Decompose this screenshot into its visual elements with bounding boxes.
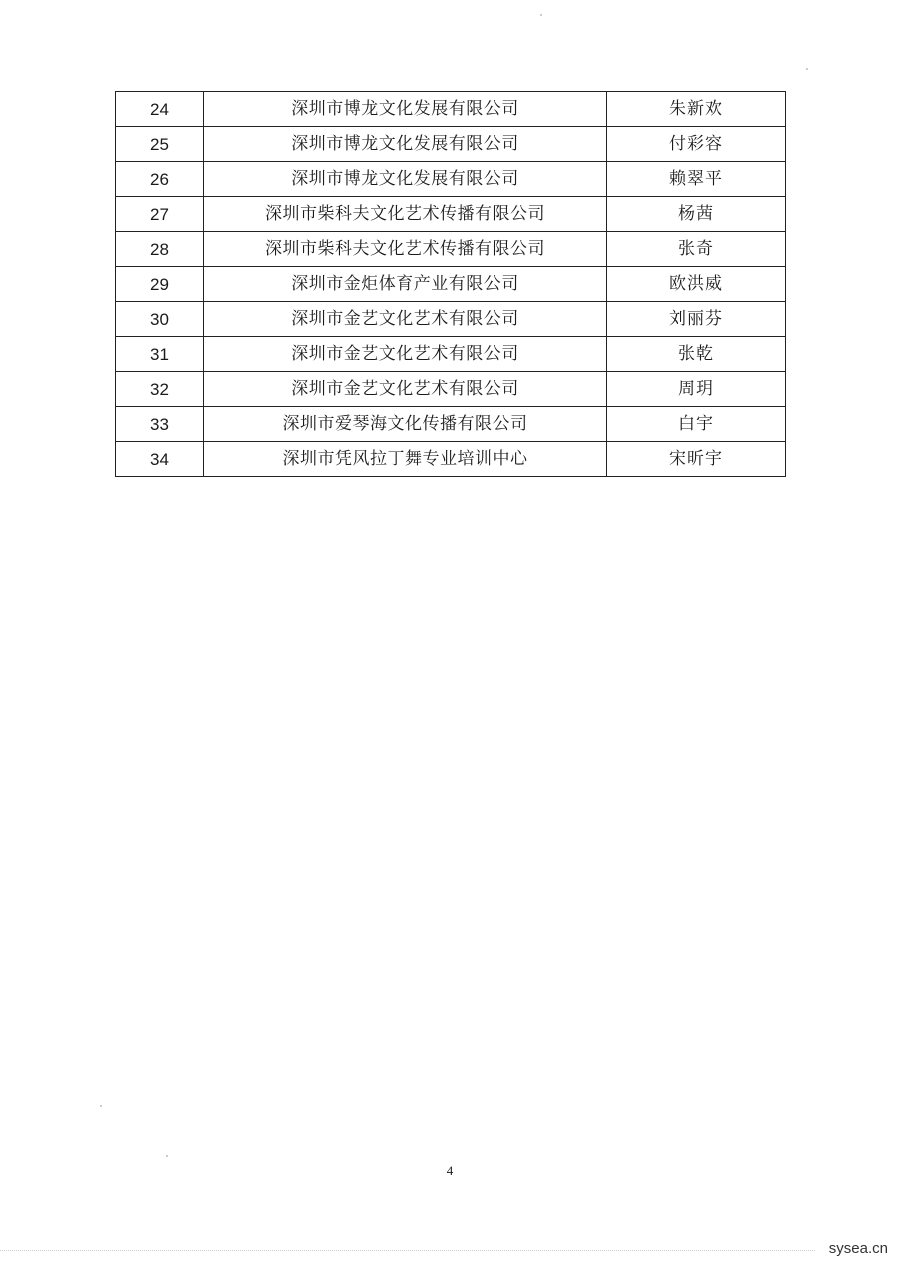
table-row (116, 372, 786, 407)
row-number-cell: 28 (116, 232, 204, 267)
table-row (116, 337, 786, 372)
table-row (116, 197, 786, 232)
person-name-cell: 周玥 (607, 372, 786, 407)
company-cell: 深圳市柴科夫文化艺术传播有限公司 (204, 197, 607, 232)
scan-speck (166, 1155, 168, 1157)
person-name-cell: 刘丽芬 (607, 302, 786, 337)
person-name-cell: 赖翠平 (607, 162, 786, 197)
row-number-cell: 29 (116, 267, 204, 302)
company-cell: 深圳市金炬体育产业有限公司 (204, 267, 607, 302)
roster-table-body (116, 92, 786, 477)
roster-table (115, 91, 786, 477)
table-row (116, 442, 786, 477)
page-number: 4 (446, 1163, 454, 1178)
company-cell: 深圳市博龙文化发展有限公司 (204, 127, 607, 162)
row-number-cell: 25 (116, 127, 204, 162)
company-cell: 深圳市金艺文化艺术有限公司 (204, 302, 607, 337)
table-row (116, 267, 786, 302)
person-name-cell: 朱新欢 (607, 92, 786, 127)
table-row (116, 407, 786, 442)
row-number-cell: 31 (116, 337, 204, 372)
table-row (116, 92, 786, 127)
table-row (116, 302, 786, 337)
company-cell: 深圳市博龙文化发展有限公司 (204, 162, 607, 197)
table-row (116, 232, 786, 267)
table-row (116, 127, 786, 162)
row-number-cell: 27 (116, 197, 204, 232)
company-cell: 深圳市金艺文化艺术有限公司 (204, 337, 607, 372)
person-name-cell: 杨茜 (607, 197, 786, 232)
person-name-cell: 付彩容 (607, 127, 786, 162)
row-number-cell: 34 (116, 442, 204, 477)
table-row (116, 162, 786, 197)
company-cell: 深圳市金艺文化艺术有限公司 (204, 372, 607, 407)
company-cell: 深圳市博龙文化发展有限公司 (204, 92, 607, 127)
row-number-cell: 33 (116, 407, 204, 442)
row-number-cell: 30 (116, 302, 204, 337)
row-number-cell: 32 (116, 372, 204, 407)
scan-speck (100, 1105, 102, 1107)
person-name-cell: 白宇 (607, 407, 786, 442)
person-name-cell: 欧洪威 (607, 267, 786, 302)
company-cell: 深圳市柴科夫文化艺术传播有限公司 (204, 232, 607, 267)
row-number-cell: 24 (116, 92, 204, 127)
scan-speck (540, 14, 542, 16)
site-watermark: sysea.cn (828, 1240, 888, 1257)
person-name-cell: 张乾 (607, 337, 786, 372)
company-cell: 深圳市凭风拉丁舞专业培训中心 (204, 442, 607, 477)
scan-edge-line (0, 1250, 815, 1251)
company-cell: 深圳市爱琴海文化传播有限公司 (204, 407, 607, 442)
scan-speck (806, 68, 808, 70)
row-number-cell: 26 (116, 162, 204, 197)
person-name-cell: 宋昕宇 (607, 442, 786, 477)
person-name-cell: 张奇 (607, 232, 786, 267)
